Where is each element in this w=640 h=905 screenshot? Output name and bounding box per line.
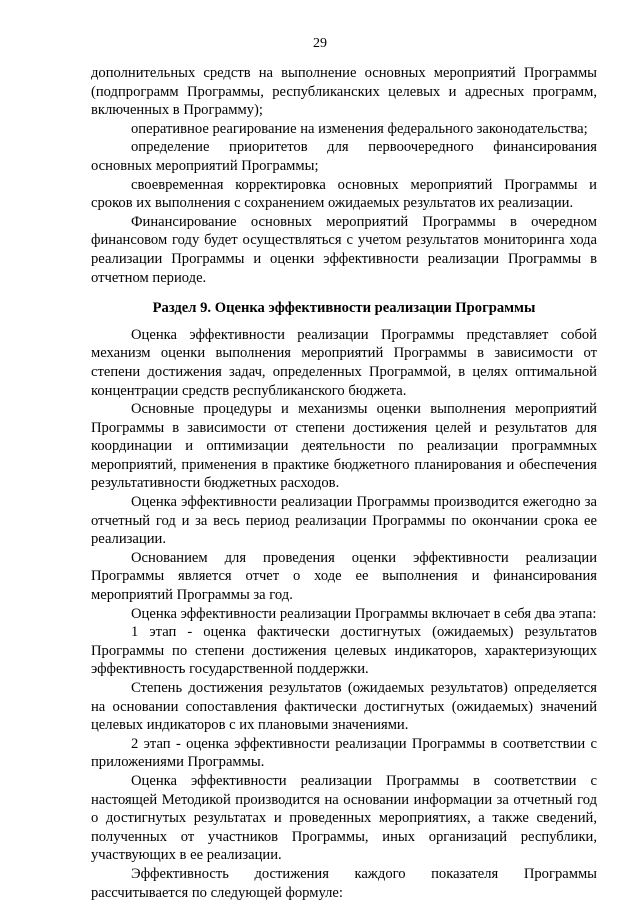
paragraph: 1 этап - оценка фактически достигнутых (ожидаемых) результатов Программы по степени достижения целевых индикаторов, характеризующих эффективность государственной поддержки. — [91, 624, 597, 678]
paragraph: определение приоритетов для первоочередного финансирования основных мероприятий Программы; — [91, 139, 597, 174]
paragraph: Степень достижения результатов (ожидаемых результатов) определяется на основании сопоставления фактически достигнутых (ожидаемых) значений целевых индикаторов с их плановыми значениями. — [91, 680, 597, 734]
paragraph: Оценка эффективности реализации Программы представляет собой механизм оценки выполнения мероприятий Программы в зависимости от степени достижения задач, определенных Программой, в целях оптимальной концентрации средств республиканского бюджета. — [91, 326, 597, 399]
paragraph: Финансирование основных мероприятий Программы в очередном финансовом году будет осуществляться с учетом результатов мониторинга хода реализации Программы и оценки эффективности реализации Программы в отчетном периоде. — [91, 213, 597, 286]
paragraph: 2 этап - оценка эффективности реализации Программы в соответствии с приложениями Программы. — [91, 735, 597, 771]
page-number: 29 — [313, 36, 327, 51]
paragraph: Оценка эффективности реализации Программы производится ежегодно за отчетный год и за весь период реализации Программы по окончании срока ее реализации. — [91, 494, 597, 548]
paragraph: оперативное реагирование на изменения федерального законодательства; — [131, 120, 588, 137]
paragraph: Основанием для проведения оценки эффективности реализации Программы является отчет о ходе ее выполнения и финансирования мероприятий Программы за год. — [91, 549, 597, 604]
paragraph: своевременная корректировка основных мероприятий Программы и сроков их выполнения с сохранением ожидаемых результатов их реализации. — [91, 176, 597, 212]
section-heading: Раздел 9. Оценка эффективности реализации Программы — [152, 300, 536, 317]
paragraph: дополнительных средств на выполнение основных мероприятий Программы (подпрограмм Программы, республиканских целевых и адресных программ, включенных в Программу); — [91, 65, 597, 119]
paragraph: Эффективность достижения каждого показателя Программы рассчитывается по следующей формуле: — [91, 865, 597, 901]
document-body — [91, 64, 597, 902]
paragraph: Оценка эффективности реализации Программы включает в себя два этапа: — [131, 605, 597, 622]
paragraph: Оценка эффективности реализации Программы в соответствии с настоящей Методикой производится на основании информации за отчетный год о достигнутых результатах и проведенных мероприятиях, а также сведений, полученных от участников Программы, иных организаций республики, участвующих в ее реализации. — [91, 772, 597, 864]
paragraph: Основные процедуры и механизмы оценки выполнения мероприятий Программы в зависимости от степени достижения целей и результатов для координации и оптимизации деятельности по реализации программных мероприятий, применения в практике бюджетного планирования и обеспечения результативности бюджетных расходов. — [91, 401, 597, 492]
